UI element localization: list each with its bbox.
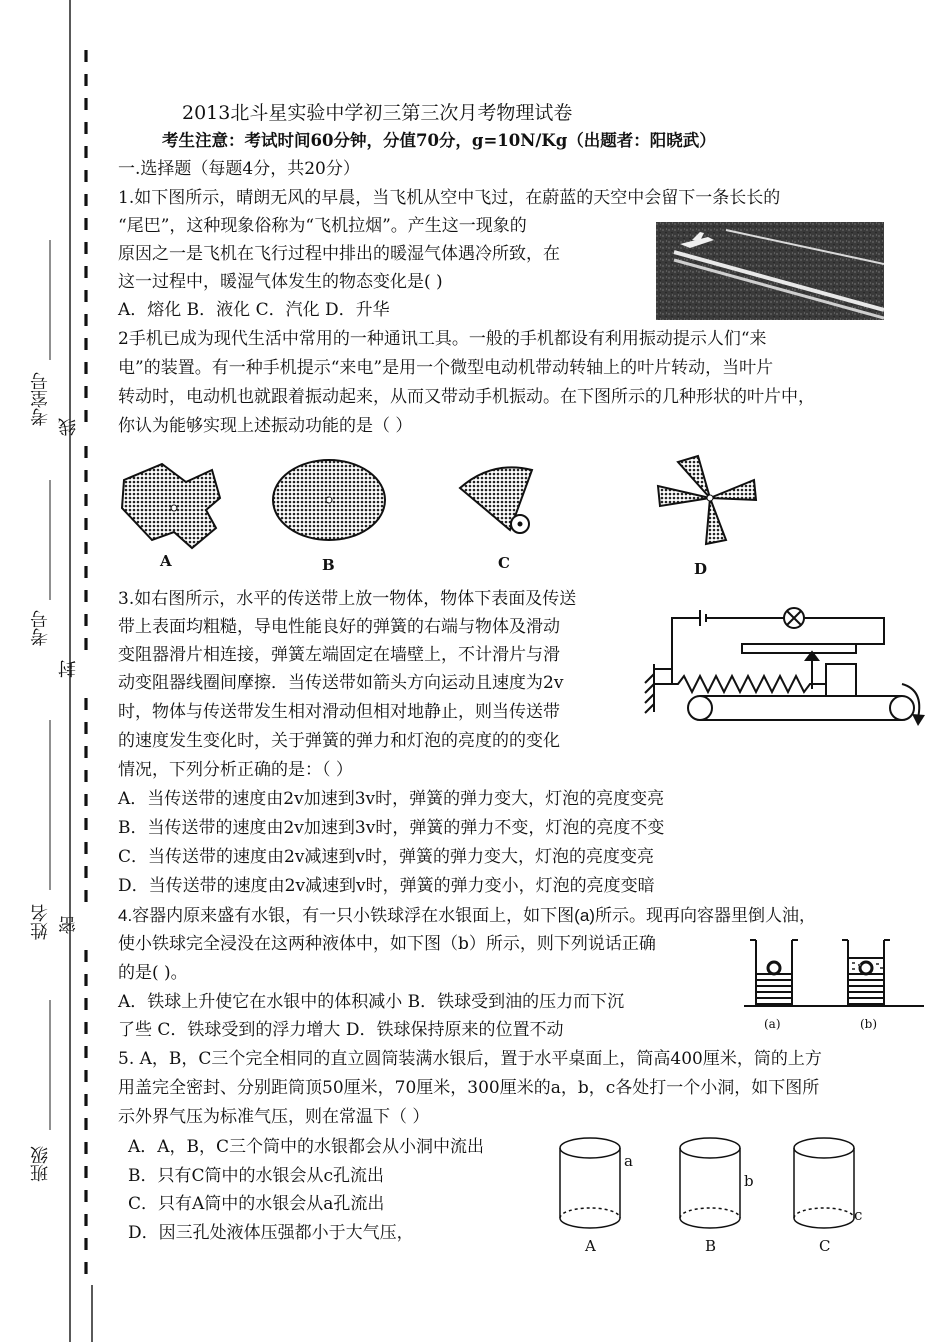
container-label-a: (a): [764, 1017, 781, 1031]
q4-line-2: 使小铁球完全浸没在这两种液体中，如下图（b）所示，则下列说话正确: [118, 934, 656, 954]
q1-line-3: 原因之一是飞机在飞行过程中排出的暖湿气体遇冷所致，在: [118, 244, 560, 264]
q4-line-5: 了些 C．铁球受到的浮力增大 D．铁球保持原来的位置不动: [118, 1020, 564, 1040]
conveyor-circuit-figure: [640, 594, 930, 734]
blade-label-d: D: [694, 560, 708, 578]
blade-shapes-figure: [112, 452, 772, 582]
q4-line-4: A．铁球上升使它在水银中的体积减小 B．铁球受到油的压力而下沉: [118, 992, 625, 1012]
blade-label-a: A: [160, 552, 172, 570]
seal-mark: 封: [58, 660, 79, 678]
q1-line-4: 这一过程中，暖湿气体发生的物态变化是( ): [118, 272, 443, 292]
contrail-photo: [656, 222, 884, 320]
class-label: 班级: [30, 1146, 51, 1182]
q5-option-a: A．A，B，C三个筒中的水银都会从小洞中流出: [128, 1137, 485, 1157]
q1-line-2: “尾巴”，这种现象俗称为“飞机拉烟”。产生这一现象的: [118, 216, 527, 236]
blade-label-c: C: [498, 554, 510, 572]
q5-option-d: D．因三孔处液体压强都小于大气压，: [128, 1223, 414, 1243]
q2-line-3: 转动时，电动机也就跟着振动起来，从而又带动手机振动。在下图所示的几种形状的叶片中，: [118, 387, 815, 407]
q5-option-b: B．只有C筒中的水银会从c孔流出: [128, 1166, 385, 1186]
q3-line-1: 3.如右图所示，水平的传送带上放一物体，物体下表面及传送: [118, 589, 577, 609]
exam-notice: 考生注意：考试时间60分钟，分值70分，g=10N/Kg（出题者：阳晓武）: [162, 131, 716, 150]
mercury-container-figure: [744, 934, 924, 1044]
q3-line-5: 时，物体与传送带发生相对滑动但相对地静止，则当传送带: [118, 702, 560, 722]
blade-label-b: B: [322, 556, 335, 574]
q2-line-4: 你认为能够实现上述振动功能的是（ ）: [118, 416, 413, 436]
hole-label-b: b: [744, 1172, 754, 1190]
section-heading: 一.选择题（每题4分，共20分）: [118, 159, 360, 179]
q3-line-4: 动变阻器线圈间摩擦．当传送带如箭头方向运动且速度为2v: [118, 673, 564, 693]
blade-d: [658, 456, 756, 544]
blade-a: [122, 464, 220, 548]
cylinders-figure: [548, 1128, 888, 1258]
cylinder-label-b: B: [705, 1237, 717, 1255]
q2-line-1: 2手机已成为现代生活中常用的一种通讯工具。一般的手机都设有利用振动提示人们“来: [118, 329, 767, 349]
exam-number-label: 考号: [30, 610, 51, 646]
name-label: 姓名: [30, 904, 51, 940]
page-title: 2013北斗星实验中学初三第三次月考物理试卷: [182, 102, 573, 124]
q1-options: A．熔化 B．液化 C．汽化 D．升华: [118, 300, 390, 320]
q5-option-c: C．只有A筒中的水银会从a孔流出: [128, 1194, 385, 1214]
q3-line-6: 的速度发生变化时，关于弹簧的弹力和灯泡的亮度的的变化: [118, 731, 560, 751]
hole-label-c: c: [854, 1206, 863, 1224]
q3-option-b: B．当传送带的速度由2v加速到3v时，弹簧的弹力不变，灯泡的亮度不变: [118, 818, 665, 838]
q3-line-2: 带上表面均粗糙，导电性能良好的弹簧的右端与物体及滑动: [118, 617, 560, 637]
q5-line-3: 示外界气压为标准气压，则在常温下（ ）: [118, 1107, 430, 1127]
container-label-b: (b): [860, 1017, 878, 1031]
cylinder-label-a: A: [585, 1237, 596, 1255]
secret-mark: 密: [58, 916, 79, 934]
q4-line-3: 的是( )。: [118, 963, 188, 983]
line-mark: 线: [58, 418, 79, 436]
q5-line-2: 用盖完全密封、分别距筒顶50厘米，70厘米，300厘米的a，b，c各处打一个小洞，如下图所: [118, 1078, 820, 1098]
q3-option-d: D．当传送带的速度由2v减速到v时，弹簧的弹力变小，灯泡的亮度变暗: [118, 876, 655, 896]
q4-line-1: 4.容器内原来盛有水银，有一只小铁球浮在水银面上，如下图(a)所示。现再向容器里倒人油，: [118, 906, 816, 925]
q3-option-a: A．当传送带的速度由2v加速到3v时，弹簧的弹力变大，灯泡的亮度变亮: [118, 789, 665, 809]
cylinder-label-c: C: [819, 1237, 831, 1255]
exam-room-label: 考室号: [30, 372, 51, 426]
q3-line-7: 情况，下列分析正确的是：（ ）: [118, 760, 353, 780]
q2-line-2: 电”的装置。有一种手机提示“来电”是用一个微型电动机带动转轴上的叶片转动，当叶片: [118, 358, 774, 378]
q3-line-3: 变阻器滑片相连接，弹簧左端固定在墙壁上，不计滑片与滑: [118, 645, 560, 665]
hole-label-a: a: [624, 1152, 633, 1170]
q1-line-1: 1.如下图所示，晴朗无风的早晨，当飞机从空中飞过，在蔚蓝的天空中会留下一条长长的: [118, 188, 781, 208]
q3-option-c: C．当传送带的速度由2v减速到v时，弹簧的弹力变大，灯泡的亮度变亮: [118, 847, 655, 867]
q5-line-1: 5. A，B，C三个完全相同的直立圆筒装满水银后，置于水平桌面上，筒高400厘米，筒的上方: [118, 1049, 822, 1069]
